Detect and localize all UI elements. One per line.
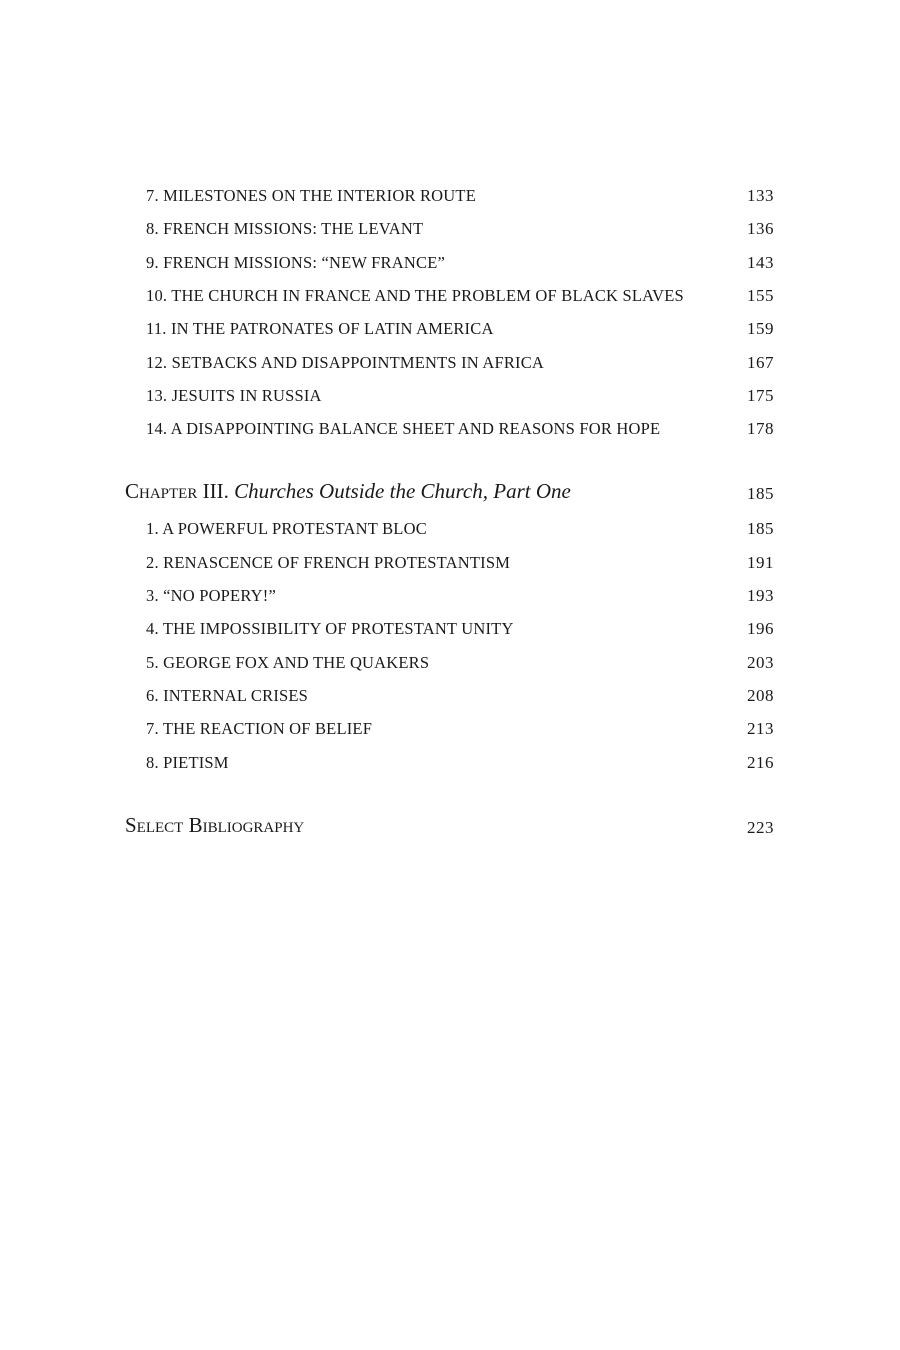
toc-entry-page: 175 xyxy=(747,386,774,405)
toc-entry xyxy=(0,345,900,373)
toc-entry-label xyxy=(146,619,514,639)
toc-entry-title: A DISAPPOINTING BALANCE SHEET AND REASONS FOR HOPE xyxy=(170,419,661,438)
toc-entry-number: 13. xyxy=(146,386,168,405)
toc-entry-page: 143 xyxy=(747,253,774,272)
toc-entry-number: 4. xyxy=(146,619,159,638)
toc-entry-page: 208 xyxy=(747,686,774,705)
chapter-title: Churches Outside the Church, Part One xyxy=(234,479,571,503)
toc-entry-label xyxy=(146,386,322,406)
toc-entry-number: 3. xyxy=(146,586,159,605)
toc-entry-title: THE CHURCH IN FRANCE AND THE PROBLEM OF BLACK SLAVES xyxy=(171,286,684,305)
toc-entry xyxy=(0,311,900,339)
toc-entry xyxy=(0,545,900,573)
toc-entry-page: 213 xyxy=(747,719,774,738)
toc-entry-number: 9. xyxy=(146,253,159,272)
toc-entry-title: THE IMPOSSIBILITY OF PROTESTANT UNITY xyxy=(162,619,514,638)
toc-entry xyxy=(0,211,900,239)
toc-entry-label xyxy=(146,219,423,239)
toc-entry-title: INTERNAL CRISES xyxy=(163,686,309,705)
toc-entry-number: 11. xyxy=(146,319,167,338)
toc-entry-number: 8. xyxy=(146,753,159,772)
toc-entry-title: GEORGE FOX AND THE QUAKERS xyxy=(163,653,430,672)
toc-entry-number: 1. xyxy=(146,519,159,538)
toc-entry-number: 2. xyxy=(146,553,159,572)
toc-entry-title: JESUITS IN RUSSIA xyxy=(171,386,322,405)
toc-entry-page: 203 xyxy=(747,653,774,672)
toc-entry-number: 10. xyxy=(146,286,168,305)
toc-entry xyxy=(0,511,900,539)
bibliography-page: 223 xyxy=(747,818,774,837)
toc-entry-label xyxy=(146,253,445,273)
toc-entry-label xyxy=(146,286,684,306)
toc-entry xyxy=(0,578,900,606)
toc-entry-number: 6. xyxy=(146,686,159,705)
toc-entry-number: 14. xyxy=(146,419,168,438)
toc-entry-page: 178 xyxy=(747,419,774,438)
toc-entry xyxy=(0,178,900,206)
chapter-page: 185 xyxy=(747,484,774,503)
toc-entry-label xyxy=(146,419,660,439)
toc-entry-title: “NO POPERY!” xyxy=(163,586,276,605)
toc-entry-label xyxy=(146,553,510,573)
toc-entry-number: 7. xyxy=(146,186,159,205)
toc-entry-label xyxy=(146,719,372,739)
toc-entry-page: 185 xyxy=(747,519,774,538)
toc-entry xyxy=(0,745,900,773)
toc-entry-page: 216 xyxy=(747,753,774,772)
toc-entry-title: IN THE PATRONATES OF LATIN AMERICA xyxy=(170,319,494,338)
toc-entry-title: RENASCENCE OF FRENCH PROTESTANTISM xyxy=(163,553,511,572)
toc-entry xyxy=(0,278,900,306)
toc-entry-number: 12. xyxy=(146,353,168,372)
toc-entry-page: 133 xyxy=(747,186,774,205)
toc-entry-title: FRENCH MISSIONS: THE LEVANT xyxy=(163,219,424,238)
toc-entry xyxy=(0,678,900,706)
toc-entry-number: 7. xyxy=(146,719,159,738)
toc-entry-label xyxy=(146,186,476,206)
toc-entry-page: 136 xyxy=(747,219,774,238)
bibliography-label: Select Bibliography xyxy=(125,813,305,837)
toc-entry-number: 8. xyxy=(146,219,159,238)
toc-entry-label xyxy=(146,586,276,606)
toc-entry-page: 159 xyxy=(747,319,774,338)
toc-entry xyxy=(0,245,900,273)
chapter-heading xyxy=(0,476,900,504)
toc-entry-page: 167 xyxy=(747,353,774,372)
toc-entry xyxy=(0,645,900,673)
toc-entry-title: THE REACTION OF BELIEF xyxy=(162,719,373,738)
toc-entry xyxy=(0,711,900,739)
toc-entry xyxy=(0,378,900,406)
toc-entry xyxy=(0,611,900,639)
toc-entry-page: 155 xyxy=(747,286,774,305)
toc-entry-title: FRENCH MISSIONS: “NEW FRANCE” xyxy=(163,253,446,272)
toc-entry-label xyxy=(146,319,494,339)
toc-entry-label xyxy=(146,353,544,373)
toc-entry-number: 5. xyxy=(146,653,159,672)
bibliography-entry xyxy=(0,810,900,838)
chapter-heading-label xyxy=(125,479,571,504)
toc-entry xyxy=(0,411,900,439)
toc-entry-title: A POWERFUL PROTESTANT BLOC xyxy=(162,519,427,538)
toc-entry-title: MILESTONES ON THE INTERIOR ROUTE xyxy=(163,186,476,205)
toc-entry-label xyxy=(146,686,308,706)
toc-entry-page: 191 xyxy=(747,553,774,572)
toc-entry-title: PIETISM xyxy=(163,753,229,772)
toc-entry-label xyxy=(146,753,229,773)
chapter-number: Chapter III. xyxy=(125,479,229,503)
toc-entry-page: 193 xyxy=(747,586,774,605)
toc-entry-label xyxy=(146,519,427,539)
toc-entry-title: SETBACKS AND DISAPPOINTMENTS IN AFRICA xyxy=(171,353,545,372)
toc-entry-page: 196 xyxy=(747,619,774,638)
toc-entry-label xyxy=(146,653,429,673)
